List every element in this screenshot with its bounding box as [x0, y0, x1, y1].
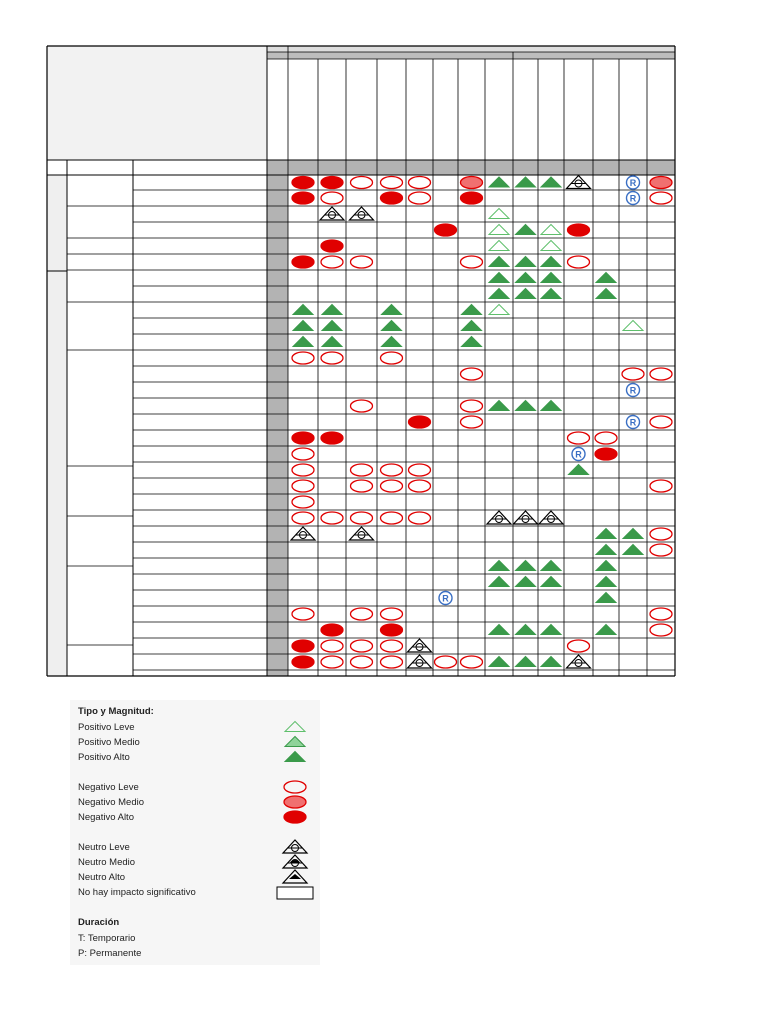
legend-symbol-neutro-medio [283, 855, 307, 868]
impact-symbol-positivo-alto [596, 273, 616, 283]
svg-text:R: R [629, 178, 637, 188]
impact-symbol-negativo-alto [595, 448, 617, 460]
impact-symbol-positivo-alto [322, 337, 342, 347]
impact-symbol-positivo-alto [489, 273, 509, 283]
impact-symbol-positivo-alto [516, 273, 536, 283]
impact-symbol-positivo-alto [541, 401, 561, 411]
impact-symbol-negativo-leve [622, 368, 644, 380]
impact-symbol-positivo-alto [462, 321, 482, 331]
impact-symbol-positivo-alto [489, 177, 509, 187]
legend-label-neutro-alto: Neutro Alto [78, 872, 125, 883]
impact-symbol-negativo-leve [321, 192, 343, 204]
legend-duracion-temporario: T: Temporario [78, 933, 136, 944]
impact-symbol-positivo-alto [489, 289, 509, 299]
impact-symbol-negativo-leve [409, 512, 431, 524]
impact-symbol-negativo-medio [461, 177, 483, 189]
svg-text:R: R [575, 449, 582, 460]
impact-symbol-neutro-leve [291, 527, 315, 540]
impact-symbol-negativo-alto [292, 656, 314, 668]
impact-symbol-neutro-leve [408, 639, 432, 652]
impact-symbol-neutro-leve [487, 511, 511, 524]
svg-text:R: R [629, 193, 637, 204]
group-shade-2 [47, 271, 67, 676]
impact-symbol-positivo-alto [489, 577, 509, 587]
impact-symbol-reversible-mark [439, 592, 452, 605]
impact-symbol-negativo-alto [292, 177, 314, 189]
impact-symbol-positivo-alto [489, 625, 509, 635]
impact-symbol-neutro-leve [350, 207, 374, 220]
impact-symbol-negativo-alto [461, 192, 483, 204]
impact-symbol-negativo-leve [409, 192, 431, 204]
matrix-symbols [291, 176, 672, 669]
impact-symbol-negativo-leve [461, 416, 483, 428]
impact-symbol-positivo-alto [489, 401, 509, 411]
impact-symbol-negativo-leve [292, 480, 314, 492]
impact-symbol-negativo-alto [568, 224, 590, 236]
impact-symbol-negativo-leve [321, 656, 343, 668]
top-band-2 [267, 52, 675, 59]
impact-symbol-negativo-alto [321, 624, 343, 636]
impact-symbol-positivo-alto [516, 561, 536, 571]
impact-symbol-neutro-leve [567, 176, 591, 189]
impact-symbol-positivo-alto [516, 657, 536, 667]
impact-symbol-negativo-leve [321, 640, 343, 652]
impact-symbol-positivo-alto [541, 177, 561, 187]
impact-symbol-positivo-alto [541, 289, 561, 299]
impact-symbol-positivo-alto [541, 657, 561, 667]
impact-symbol-positivo-alto [489, 561, 509, 571]
impact-symbol-negativo-leve [568, 432, 590, 444]
impact-symbol-negativo-leve [650, 624, 672, 636]
impact-symbol-positivo-alto [462, 337, 482, 347]
impact-symbol-neutro-leve [539, 511, 563, 524]
impact-symbol-positivo-alto [489, 257, 509, 267]
legend-symbols [270, 700, 320, 900]
impact-symbol-negativo-leve [381, 177, 403, 189]
impact-symbol-negativo-leve [351, 512, 373, 524]
impact-symbol-positivo-alto [541, 561, 561, 571]
impact-symbol-negativo-leve [650, 480, 672, 492]
impact-symbol-positivo-alto [382, 337, 402, 347]
impact-symbol-negativo-leve [650, 368, 672, 380]
impact-symbol-positivo-leve [489, 241, 509, 251]
impact-symbol-negativo-leve [381, 352, 403, 364]
impact-symbol-positivo-leve [489, 225, 509, 235]
impact-symbol-positivo-alto [293, 321, 313, 331]
impact-symbol-positivo-alto [596, 561, 616, 571]
impact-symbol-negativo-leve [381, 480, 403, 492]
impact-symbol-negativo-leve [650, 192, 672, 204]
impact-symbol-negativo-alto [321, 177, 343, 189]
impact-symbol-neutro-leve [514, 511, 538, 524]
legend-label-negativo-alto: Negativo Alto [78, 812, 134, 823]
impact-symbol-positivo-alto [382, 305, 402, 315]
impact-symbol-positivo-alto [541, 577, 561, 587]
top-band [267, 46, 675, 52]
impact-symbol-negativo-alto [381, 624, 403, 636]
impact-symbol-positivo-leve [623, 321, 643, 331]
impact-symbol-neutro-leve [567, 655, 591, 668]
impact-symbol-negativo-leve [650, 416, 672, 428]
legend-symbol-no-impacto-box [277, 887, 313, 899]
impact-symbol-negativo-leve [321, 256, 343, 268]
matrix-background [47, 46, 675, 676]
impact-symbol-reversible-mark [627, 192, 640, 205]
impact-symbol-negativo-alto [435, 224, 457, 236]
impact-symbol-negativo-leve [321, 352, 343, 364]
impact-symbol-positivo-alto [541, 273, 561, 283]
impact-symbol-neutro-leve [408, 655, 432, 668]
impact-symbol-positivo-alto [569, 465, 589, 475]
legend-label-positivo-alto: Positivo Alto [78, 752, 130, 763]
impact-symbol-positivo-alto [516, 401, 536, 411]
legend-label-negativo-medio: Negativo Medio [78, 797, 145, 808]
impact-symbol-positivo-alto [596, 577, 616, 587]
header-band [267, 160, 675, 175]
group-shade-1 [47, 175, 67, 271]
impact-symbol-negativo-leve [351, 480, 373, 492]
impact-symbol-positivo-alto [462, 305, 482, 315]
impact-symbol-negativo-leve [461, 368, 483, 380]
svg-text:R: R [442, 593, 449, 604]
impact-symbol-positivo-alto [516, 225, 536, 235]
impact-symbol-negativo-leve [461, 656, 483, 668]
legend-panel [70, 700, 320, 965]
impact-symbol-negativo-leve [351, 400, 373, 412]
impact-symbol-positivo-alto [516, 289, 536, 299]
impact-symbol-negativo-leve [381, 640, 403, 652]
impact-symbol-positivo-alto [322, 321, 342, 331]
impact-symbol-negativo-alto [292, 256, 314, 268]
impact-symbol-positivo-alto [382, 321, 402, 331]
impact-symbol-negativo-leve [409, 464, 431, 476]
legend-label-positivo-medio: Positivo Medio [78, 737, 140, 748]
impact-symbol-reversible-mark [627, 416, 640, 429]
impact-symbol-negativo-leve [409, 177, 431, 189]
impact-symbol-positivo-leve [541, 225, 561, 235]
impact-symbol-negativo-leve [321, 512, 343, 524]
header-block [47, 46, 267, 160]
impact-symbol-positivo-alto [516, 577, 536, 587]
impact-symbol-negativo-leve [292, 608, 314, 620]
impact-symbol-negativo-leve [461, 256, 483, 268]
legend-symbol-neutro-leve [283, 840, 307, 853]
legend-symbol-positivo-medio [285, 737, 305, 747]
impact-symbol-positivo-alto [322, 305, 342, 315]
impact-symbol-positivo-alto [596, 545, 616, 555]
legend-label-no-impacto: No hay impacto significativo [78, 887, 196, 898]
svg-text:R: R [629, 417, 637, 428]
legend-title-tipo: Tipo y Magnitud: [78, 706, 154, 717]
impact-symbol-negativo-medio [650, 177, 672, 189]
impact-symbol-negativo-alto [409, 416, 431, 428]
impact-symbol-positivo-alto [516, 625, 536, 635]
impact-symbol-negativo-leve [351, 177, 373, 189]
impact-symbol-positivo-alto [541, 257, 561, 267]
impact-symbol-positivo-alto [489, 657, 509, 667]
legend-symbol-negativo-alto [284, 811, 306, 823]
impact-symbol-negativo-leve [381, 656, 403, 668]
impact-symbol-negativo-alto [292, 192, 314, 204]
impact-symbol-negativo-alto [292, 640, 314, 652]
impact-symbol-positivo-alto [596, 593, 616, 603]
impact-symbol-negativo-leve [292, 512, 314, 524]
impact-symbol-positivo-alto [623, 529, 643, 539]
impact-symbol-positivo-alto [516, 257, 536, 267]
impact-symbol-reversible-mark [627, 176, 640, 189]
impact-symbol-negativo-leve [292, 352, 314, 364]
impact-symbol-negativo-alto [321, 240, 343, 252]
impact-symbol-negativo-leve [435, 656, 457, 668]
impact-symbol-positivo-leve [541, 241, 561, 251]
legend-symbol-negativo-leve [284, 781, 306, 793]
impact-symbol-negativo-alto [321, 432, 343, 444]
legend-label-positivo-leve: Positivo Leve [78, 722, 135, 733]
impact-symbol-positivo-alto [293, 305, 313, 315]
impact-symbol-positivo-alto [623, 545, 643, 555]
impact-symbol-positivo-alto [596, 529, 616, 539]
impact-symbol-negativo-leve [351, 256, 373, 268]
impact-symbol-negativo-leve [381, 608, 403, 620]
shade-column [267, 175, 288, 676]
impact-symbol-positivo-leve [489, 209, 509, 219]
impact-symbol-positivo-alto [596, 625, 616, 635]
impact-symbol-negativo-leve [568, 640, 590, 652]
impact-symbol-neutro-leve [350, 527, 374, 540]
impact-symbol-negativo-leve [351, 640, 373, 652]
impact-symbol-neutro-leve [320, 207, 344, 220]
svg-text:R: R [629, 385, 637, 396]
impact-symbol-negativo-leve [351, 656, 373, 668]
impact-symbol-negativo-leve [292, 464, 314, 476]
legend-duracion-permanente: P: Permanente [78, 948, 142, 959]
impact-symbol-negativo-leve [409, 480, 431, 492]
impact-symbol-negativo-leve [351, 464, 373, 476]
impact-symbol-negativo-alto [381, 192, 403, 204]
legend-label-neutro-leve: Neutro Leve [78, 842, 130, 853]
impact-symbol-negativo-leve [292, 448, 314, 460]
legend-symbol-positivo-alto [285, 752, 305, 762]
impact-symbol-reversible-mark [572, 448, 585, 461]
legend-symbol-neutro-alto [283, 870, 307, 883]
legend-label-negativo-leve: Negativo Leve [78, 782, 139, 793]
legend-symbol-positivo-leve [285, 722, 305, 732]
impact-symbol-negativo-leve [595, 432, 617, 444]
impact-symbol-positivo-leve [489, 305, 509, 315]
impact-symbol-negativo-leve [650, 608, 672, 620]
legend-title-duracion: Duración [78, 917, 120, 928]
impact-symbol-negativo-leve [381, 464, 403, 476]
impact-symbol-positivo-alto [541, 625, 561, 635]
impact-symbol-negativo-leve [568, 256, 590, 268]
legend-symbol-negativo-medio [284, 796, 306, 808]
impact-symbol-reversible-mark [627, 384, 640, 397]
impact-symbol-negativo-alto [292, 432, 314, 444]
impact-symbol-negativo-leve [292, 496, 314, 508]
impact-symbol-negativo-leve [650, 528, 672, 540]
impact-symbol-positivo-alto [596, 289, 616, 299]
impact-symbol-negativo-leve [381, 512, 403, 524]
impact-symbol-negativo-leve [351, 608, 373, 620]
impact-symbol-negativo-leve [650, 544, 672, 556]
impact-symbol-positivo-alto [516, 177, 536, 187]
legend-label-neutro-medio: Neutro Medio [78, 857, 136, 868]
impact-symbol-positivo-alto [293, 337, 313, 347]
impact-symbol-negativo-leve [461, 400, 483, 412]
